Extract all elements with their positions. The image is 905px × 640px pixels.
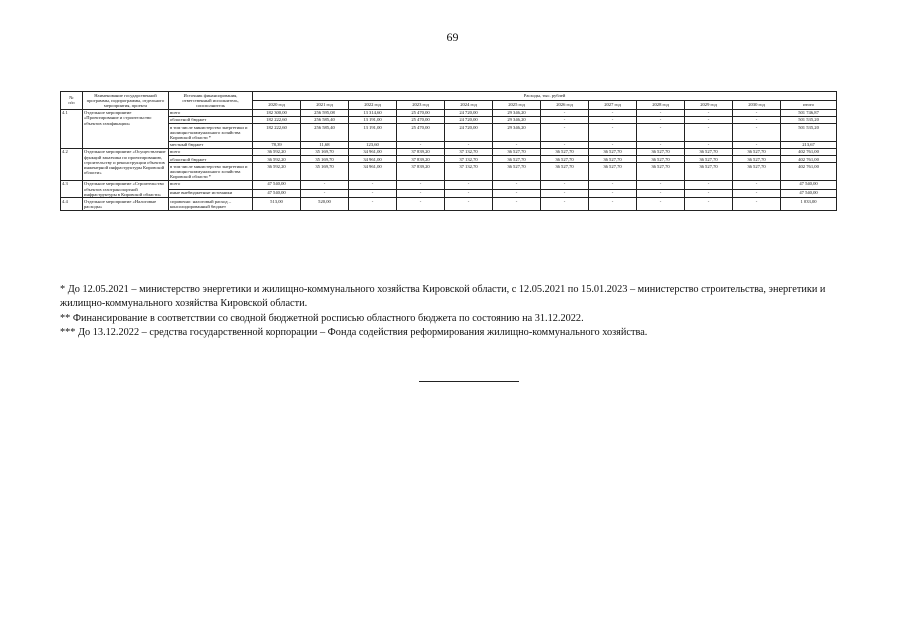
expense-value: 36 527,70 (637, 156, 685, 163)
header-year: 2026 год (541, 100, 589, 109)
expense-value: 36 527,70 (541, 156, 589, 163)
expense-value: 37 132,70 (445, 148, 493, 155)
expense-value: 24 720,00 (445, 109, 493, 116)
expense-value: - (397, 180, 445, 189)
expense-value: 37 839,20 (397, 163, 445, 181)
expense-value: - (637, 180, 685, 189)
expense-value: 501 746,87 (781, 109, 837, 116)
expense-value: - (541, 189, 589, 198)
table-row (61, 180, 837, 189)
expense-value: 36 527,70 (541, 163, 589, 181)
expense-value: - (445, 180, 493, 189)
expense-value: - (589, 109, 637, 116)
expense-value: - (301, 189, 349, 198)
header-year: 2027 год (589, 100, 637, 109)
expense-value: - (541, 109, 589, 116)
row-number: 4.3 (61, 180, 83, 198)
header-year: 2029 год (685, 100, 733, 109)
measure-name: Отдельное мероприятие «Налоговые расходы» (83, 198, 169, 210)
expense-value: 47 540,00 (781, 189, 837, 198)
expense-value: 11,68 (301, 141, 349, 148)
expense-value: 36 527,70 (685, 148, 733, 155)
expense-value: - (733, 116, 781, 123)
expense-value: 513,00 (253, 198, 301, 210)
expense-value: 78,39 (253, 141, 301, 148)
expense-value: 402 761,00 (781, 156, 837, 163)
expense-value: - (685, 141, 733, 148)
expense-value: - (685, 198, 733, 210)
expense-value: 36 527,70 (493, 148, 541, 155)
expense-value: - (589, 141, 637, 148)
expense-value: 36 527,70 (541, 148, 589, 155)
expense-value: - (589, 198, 637, 210)
expense-value: 24 720,00 (445, 116, 493, 123)
header-year: 2030 год (733, 100, 781, 109)
expense-value: - (445, 189, 493, 198)
table-row (61, 198, 837, 210)
header-year: 2023 год (397, 100, 445, 109)
budget-table (60, 91, 837, 211)
expense-value: 182 222,60 (253, 124, 301, 142)
expense-value: - (445, 198, 493, 210)
expense-value: - (733, 180, 781, 189)
expense-value: 36 592,20 (253, 148, 301, 155)
expense-value: 256 595,08 (301, 109, 349, 116)
expense-value: - (541, 116, 589, 123)
table-row (61, 109, 837, 116)
expense-value: - (397, 189, 445, 198)
expense-value: - (589, 116, 637, 123)
expense-value: 37 132,70 (445, 163, 493, 181)
footnotes (60, 283, 836, 341)
expense-value: 1 033,00 (781, 198, 837, 210)
header-num: № п/п (61, 92, 83, 110)
expense-value: 36 527,70 (733, 148, 781, 155)
funding-source: в том числе министерство энергетики и жилищно-коммунального хозяйства Кировской области * (169, 124, 253, 142)
row-number: 4.1 (61, 109, 83, 148)
header-source: Источник финансирования, ответственный исполнитель, соисполнитель (169, 92, 253, 110)
expense-value: 402 761,00 (781, 163, 837, 181)
expense-value: 25 470,00 (397, 116, 445, 123)
header-year: 2022 год (349, 100, 397, 109)
expense-value: - (349, 198, 397, 210)
expense-value: 36 527,70 (637, 163, 685, 181)
expense-value: 36 527,70 (589, 156, 637, 163)
expense-value: - (589, 180, 637, 189)
expense-value: - (541, 124, 589, 142)
footnote-1: * До 12.05.2021 – министерство энергетики и жилищно-коммунального хозяйства Кировской области, с 12.05.2021 по 15.01.2023 – министерство строительства, энергетики и жилищно-коммунального хозяйства Кировской области. (60, 284, 826, 310)
expense-value: 34 961,00 (349, 156, 397, 163)
expense-value: 213,67 (781, 141, 837, 148)
expense-value: 25 470,00 (397, 109, 445, 116)
expense-value: 35 169,70 (301, 148, 349, 155)
expense-value: - (685, 116, 733, 123)
expense-value: - (349, 189, 397, 198)
expense-value: 37 839,20 (397, 148, 445, 155)
expense-value: 36 527,70 (493, 163, 541, 181)
page-number: 69 (446, 30, 459, 44)
expense-value: 501 535,20 (781, 124, 837, 142)
expense-value: - (685, 109, 733, 116)
funding-source: областной бюджет (169, 116, 253, 123)
expense-value: - (637, 109, 685, 116)
expense-value: - (637, 124, 685, 142)
expense-value: 36 527,70 (589, 148, 637, 155)
expense-value: - (733, 141, 781, 148)
expense-value: - (733, 124, 781, 142)
expense-value: - (589, 124, 637, 142)
expense-value: 37 132,70 (445, 156, 493, 163)
expense-value: 182 300,00 (253, 109, 301, 116)
expense-value: - (685, 124, 733, 142)
expense-value: - (589, 189, 637, 198)
expense-value: 182 222,60 (253, 116, 301, 123)
expense-value: - (445, 141, 493, 148)
expense-value: - (541, 198, 589, 210)
table-row (61, 148, 837, 155)
expense-value: 256 585,40 (301, 124, 349, 142)
expense-value: 256 585,40 (301, 116, 349, 123)
measure-name: Отдельное мероприятие «Строительство объектов газотранспортной инфраструктуры в Кировской области» (83, 180, 169, 198)
expense-value: - (685, 189, 733, 198)
table-row (61, 156, 837, 163)
expense-value: 34 961,00 (349, 163, 397, 181)
expense-value: - (301, 180, 349, 189)
expense-value: 29 346,20 (493, 124, 541, 142)
funding-source: иные внебюджетные источники (169, 189, 253, 198)
header-year: 2021 год (301, 100, 349, 109)
expense-value: 47 540,00 (781, 180, 837, 189)
measure-name: Отдельное мероприятие «Осуществление функций заказчика по проектированию, строительству и реконструкции объектов инженерной инфраструктуры Кировской области» (83, 148, 169, 180)
expense-value: 36 592,20 (253, 163, 301, 181)
footnote-2: ** Финансирование в соответствии со сводной бюджетной росписью областного бюджета по состоянию на 31.12.2022. (60, 312, 584, 324)
header-year: 2024 год (445, 100, 493, 109)
table-row (61, 124, 837, 142)
expense-value: 36 527,70 (685, 156, 733, 163)
table-row (61, 141, 837, 148)
expense-value: - (733, 198, 781, 210)
measure-name: Отдельное мероприятие «Проектирование и строительство объектов газификации» (83, 109, 169, 148)
funding-source: всего (169, 109, 253, 116)
footnote-3: *** До 13.12.2022 – средства государственной корпорации – Фонда содействия реформирования жилищно-коммунального хозяйства. (60, 327, 648, 339)
funding-source: местный бюджет (169, 141, 253, 148)
expense-value: - (493, 180, 541, 189)
funding-source: всего (169, 180, 253, 189)
expense-value: 36 592,20 (253, 156, 301, 163)
expense-value: 29 346,20 (493, 116, 541, 123)
expense-value: 25 470,00 (397, 124, 445, 142)
expense-value: 24 720,00 (445, 124, 493, 142)
header-year: 2020 год (253, 100, 301, 109)
header-year: итого (781, 100, 837, 109)
table-row (61, 116, 837, 123)
expense-value: - (493, 189, 541, 198)
table-row (61, 189, 837, 198)
table-row (61, 163, 837, 181)
expense-value: - (637, 116, 685, 123)
closing-rule (419, 381, 519, 382)
expense-value: 36 527,70 (637, 148, 685, 155)
expense-value: 47 540,00 (253, 180, 301, 189)
expense-value: - (733, 109, 781, 116)
header-name: Наименование государственной программы, подпрограммы, отдельного мероприятия, проекта (83, 92, 169, 110)
expense-value: - (493, 141, 541, 148)
expense-value: - (637, 198, 685, 210)
expense-value: 36 527,70 (589, 163, 637, 181)
expense-value: 36 527,70 (733, 163, 781, 181)
expense-value: - (397, 141, 445, 148)
expense-value: 13 314,60 (349, 109, 397, 116)
funding-source: всего (169, 148, 253, 155)
header-year: 2028 год (637, 100, 685, 109)
expense-value: 47 540,00 (253, 189, 301, 198)
expense-value: 36 527,70 (733, 156, 781, 163)
expense-value: 34 961,00 (349, 148, 397, 155)
expense-value: 123,60 (349, 141, 397, 148)
expense-value: 37 839,20 (397, 156, 445, 163)
expense-value: - (637, 141, 685, 148)
header-expenses: Расходы, тыс. рублей (253, 92, 837, 101)
expense-value: 13 191,00 (349, 124, 397, 142)
expense-value: - (541, 141, 589, 148)
table-header (61, 92, 837, 110)
row-number: 4.4 (61, 198, 83, 210)
expense-value: - (541, 180, 589, 189)
expense-value: 29 346,20 (493, 109, 541, 116)
header-year: 2025 год (493, 100, 541, 109)
expense-value: 35 169,70 (301, 163, 349, 181)
expense-value: 501 535,20 (781, 116, 837, 123)
expense-value: - (397, 198, 445, 210)
expense-value: - (637, 189, 685, 198)
expense-value: 36 527,70 (493, 156, 541, 163)
funding-source: в том числе министерство энергетики и жилищно-коммунального хозяйства Кировской области * (169, 163, 253, 181)
expense-value: - (733, 189, 781, 198)
row-number: 4.2 (61, 148, 83, 180)
funding-source: справочно: налоговый расход – консолидированный бюджет (169, 198, 253, 210)
expense-value: 35 169,70 (301, 156, 349, 163)
expense-value: - (685, 180, 733, 189)
table-body (61, 109, 837, 210)
expense-value: - (349, 180, 397, 189)
funding-source: областной бюджет (169, 156, 253, 163)
expense-value: 402 761,00 (781, 148, 837, 155)
expense-value: - (493, 198, 541, 210)
expense-value: 520,00 (301, 198, 349, 210)
expense-value: 13 191,00 (349, 116, 397, 123)
expense-value: 36 527,70 (685, 163, 733, 181)
